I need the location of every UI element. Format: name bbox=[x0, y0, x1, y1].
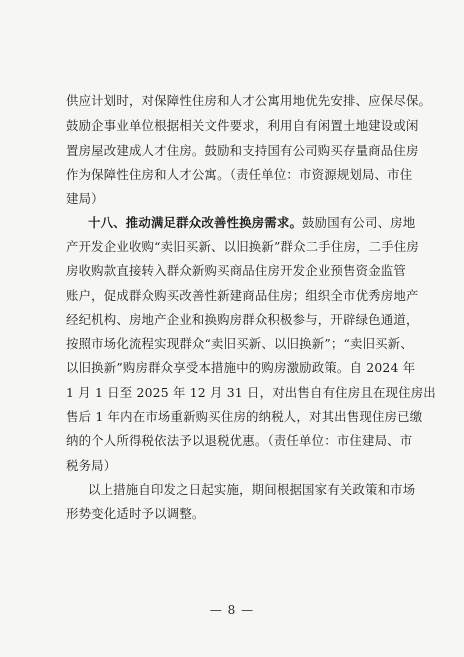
closing-line: 以上措施自印发之日起实施，期间根据国家有关政策和市场 bbox=[88, 482, 416, 497]
paragraph-line: 供应计划时，对保障性住房和人才公寓用地优先安排、应保尽保。 bbox=[66, 93, 432, 108]
paragraph-line: 房收购款直接转入群众新购买商品住房开发企业预售资金监管 bbox=[66, 263, 406, 278]
paragraph-line: 产开发企业收购“卖旧买新、以旧换新”群众二手住房，二手住房 bbox=[66, 239, 420, 254]
paragraph-line: 纳的个人所得税依法予以退税优惠。（责任单位：市住建局、市 bbox=[66, 433, 413, 448]
paragraph-line: 以旧换新”购房群众享受本措施中的购房激励政策。自 2024 年 bbox=[66, 360, 416, 375]
paragraph-line: 置房屋改建成人才住房。鼓励和支持国有公司购买存量商品住房 bbox=[66, 143, 419, 158]
section-18-heading: 十八、推动满足群众改善性换房需求。 bbox=[88, 215, 303, 230]
paragraph-line: 账户，促成群众购买改善性新建商品住房；组织全市优秀房地产 bbox=[66, 288, 419, 303]
paragraph-line: 作为保障性住房和人才公寓。（责任单位：市资源规划局、市住 bbox=[66, 167, 413, 182]
section-18-first-line bbox=[88, 212, 416, 234]
closing-line: 形势变化适时予以调整。 bbox=[66, 506, 205, 521]
paragraph-line: 售后 1 年内在市场重新购买住房的纳税人，对其出售现住房已缴 bbox=[66, 409, 423, 424]
section-18-first-line-text: 鼓励国有公司、房地 bbox=[302, 215, 416, 230]
paragraph-line: 按照市场化流程实现群众“卖旧买新、以旧换新”；“卖旧买新、 bbox=[66, 336, 413, 351]
paragraph-line: 鼓励企事业单位根据相关文件要求，利用自有闲置土地建设或闲 bbox=[66, 118, 419, 133]
page-number: — 8 — bbox=[209, 603, 255, 617]
paragraph-line: 1 月 1 日至 2025 年 12 月 31 日，对出售自有住房且在现住房出 bbox=[66, 385, 436, 400]
paragraph-line: 经纪机构、房地产企业和换购房群众积极参与，开辟绿色通道， bbox=[66, 312, 419, 327]
paragraph-line: 税务局） bbox=[66, 458, 117, 473]
paragraph-line: 建局） bbox=[66, 191, 104, 206]
